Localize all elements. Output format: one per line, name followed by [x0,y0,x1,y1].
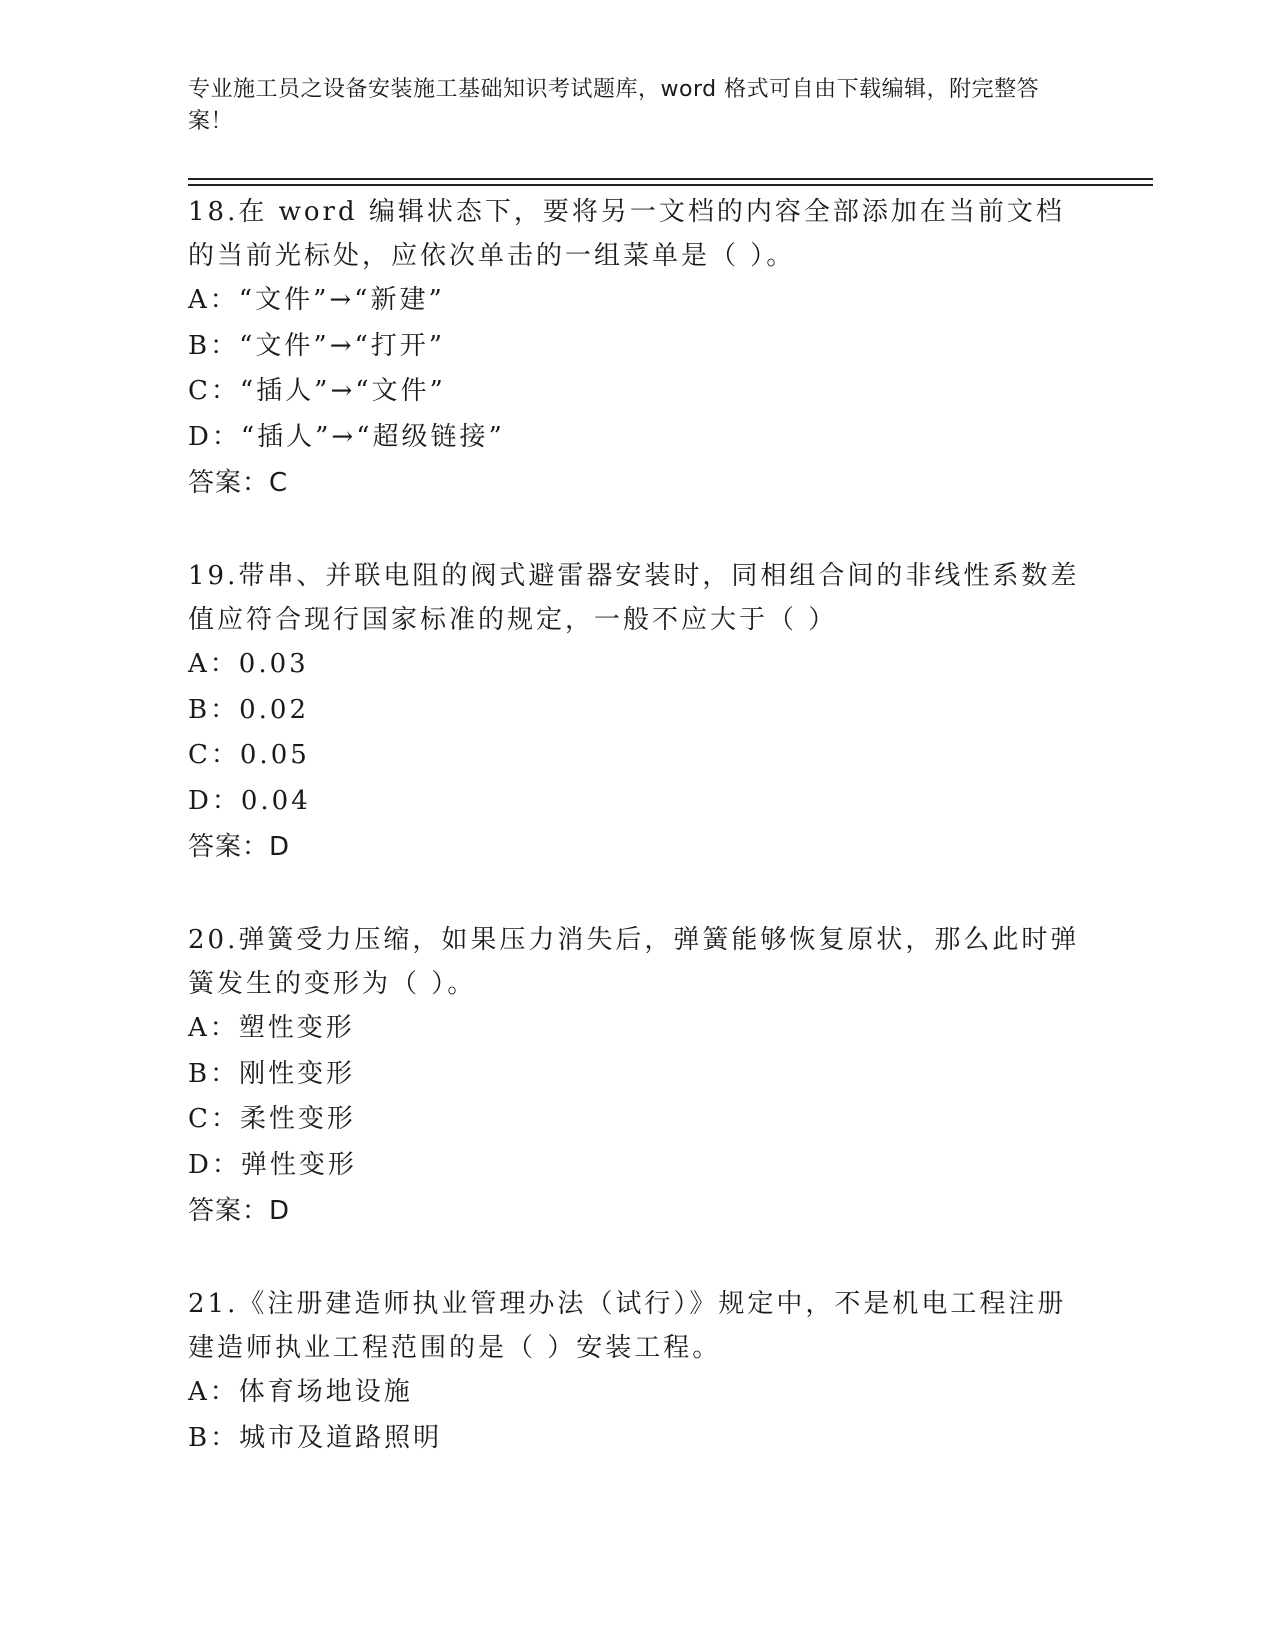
option-b: B：城市及道路照明 [188,1422,443,1453]
question-21 [188,1282,1088,1461]
option-b: B：“文件”→“打开” [188,330,446,361]
option-b: B：刚性变形 [188,1058,356,1089]
option-c: C：0.05 [188,740,310,770]
option-a: A：0.03 [188,649,309,679]
header-divider-bottom [188,184,1153,186]
question-text: 20.弹簧受力压缩，如果压力消失后，弹簧能够恢复原状，那么此时弹簧发生的变形为（ ）。 [188,925,1080,999]
question-19 [188,554,1088,870]
answer-text: 答案：C [188,468,289,498]
question-18 [188,190,1088,506]
document-header: 专业施工员之设备安装施工基础知识考试题库，word 格式可自由下载编辑，附完整答案！ [188,77,1040,134]
option-c: C：柔性变形 [188,1104,356,1134]
option-a: A：“文件”→“新建” [188,285,445,315]
header-divider-top [188,178,1153,180]
answer-text: 答案：D [188,832,291,862]
option-c: C：“插人”→“文件” [188,376,446,406]
option-d: D：0.04 [188,785,311,816]
question-text: 19.带串、并联电阻的阀式避雷器安装时，同相组合间的非线性系数差值应符合现行国家标准的规定，一般不应大于（ ） [188,561,1080,635]
answer-text: 答案：D [188,1196,291,1226]
option-d: D：“插人”→“超级链接” [188,421,505,452]
question-text: 18.在 word 编辑状态下，要将另一文档的内容全部添加在当前文档的当前光标处，应依次单击的一组菜单是（ ）。 [188,197,1065,271]
option-b: B：0.02 [188,694,309,725]
option-a: A：体育场地设施 [188,1377,413,1407]
option-a: A：塑性变形 [188,1013,355,1043]
question-text: 21.《注册建造师执业管理办法（试行）》规定中，不是机电工程注册建造师执业工程范围的是（ ）安装工程。 [188,1289,1067,1363]
option-d: D：弹性变形 [188,1149,357,1180]
question-20 [188,918,1088,1234]
